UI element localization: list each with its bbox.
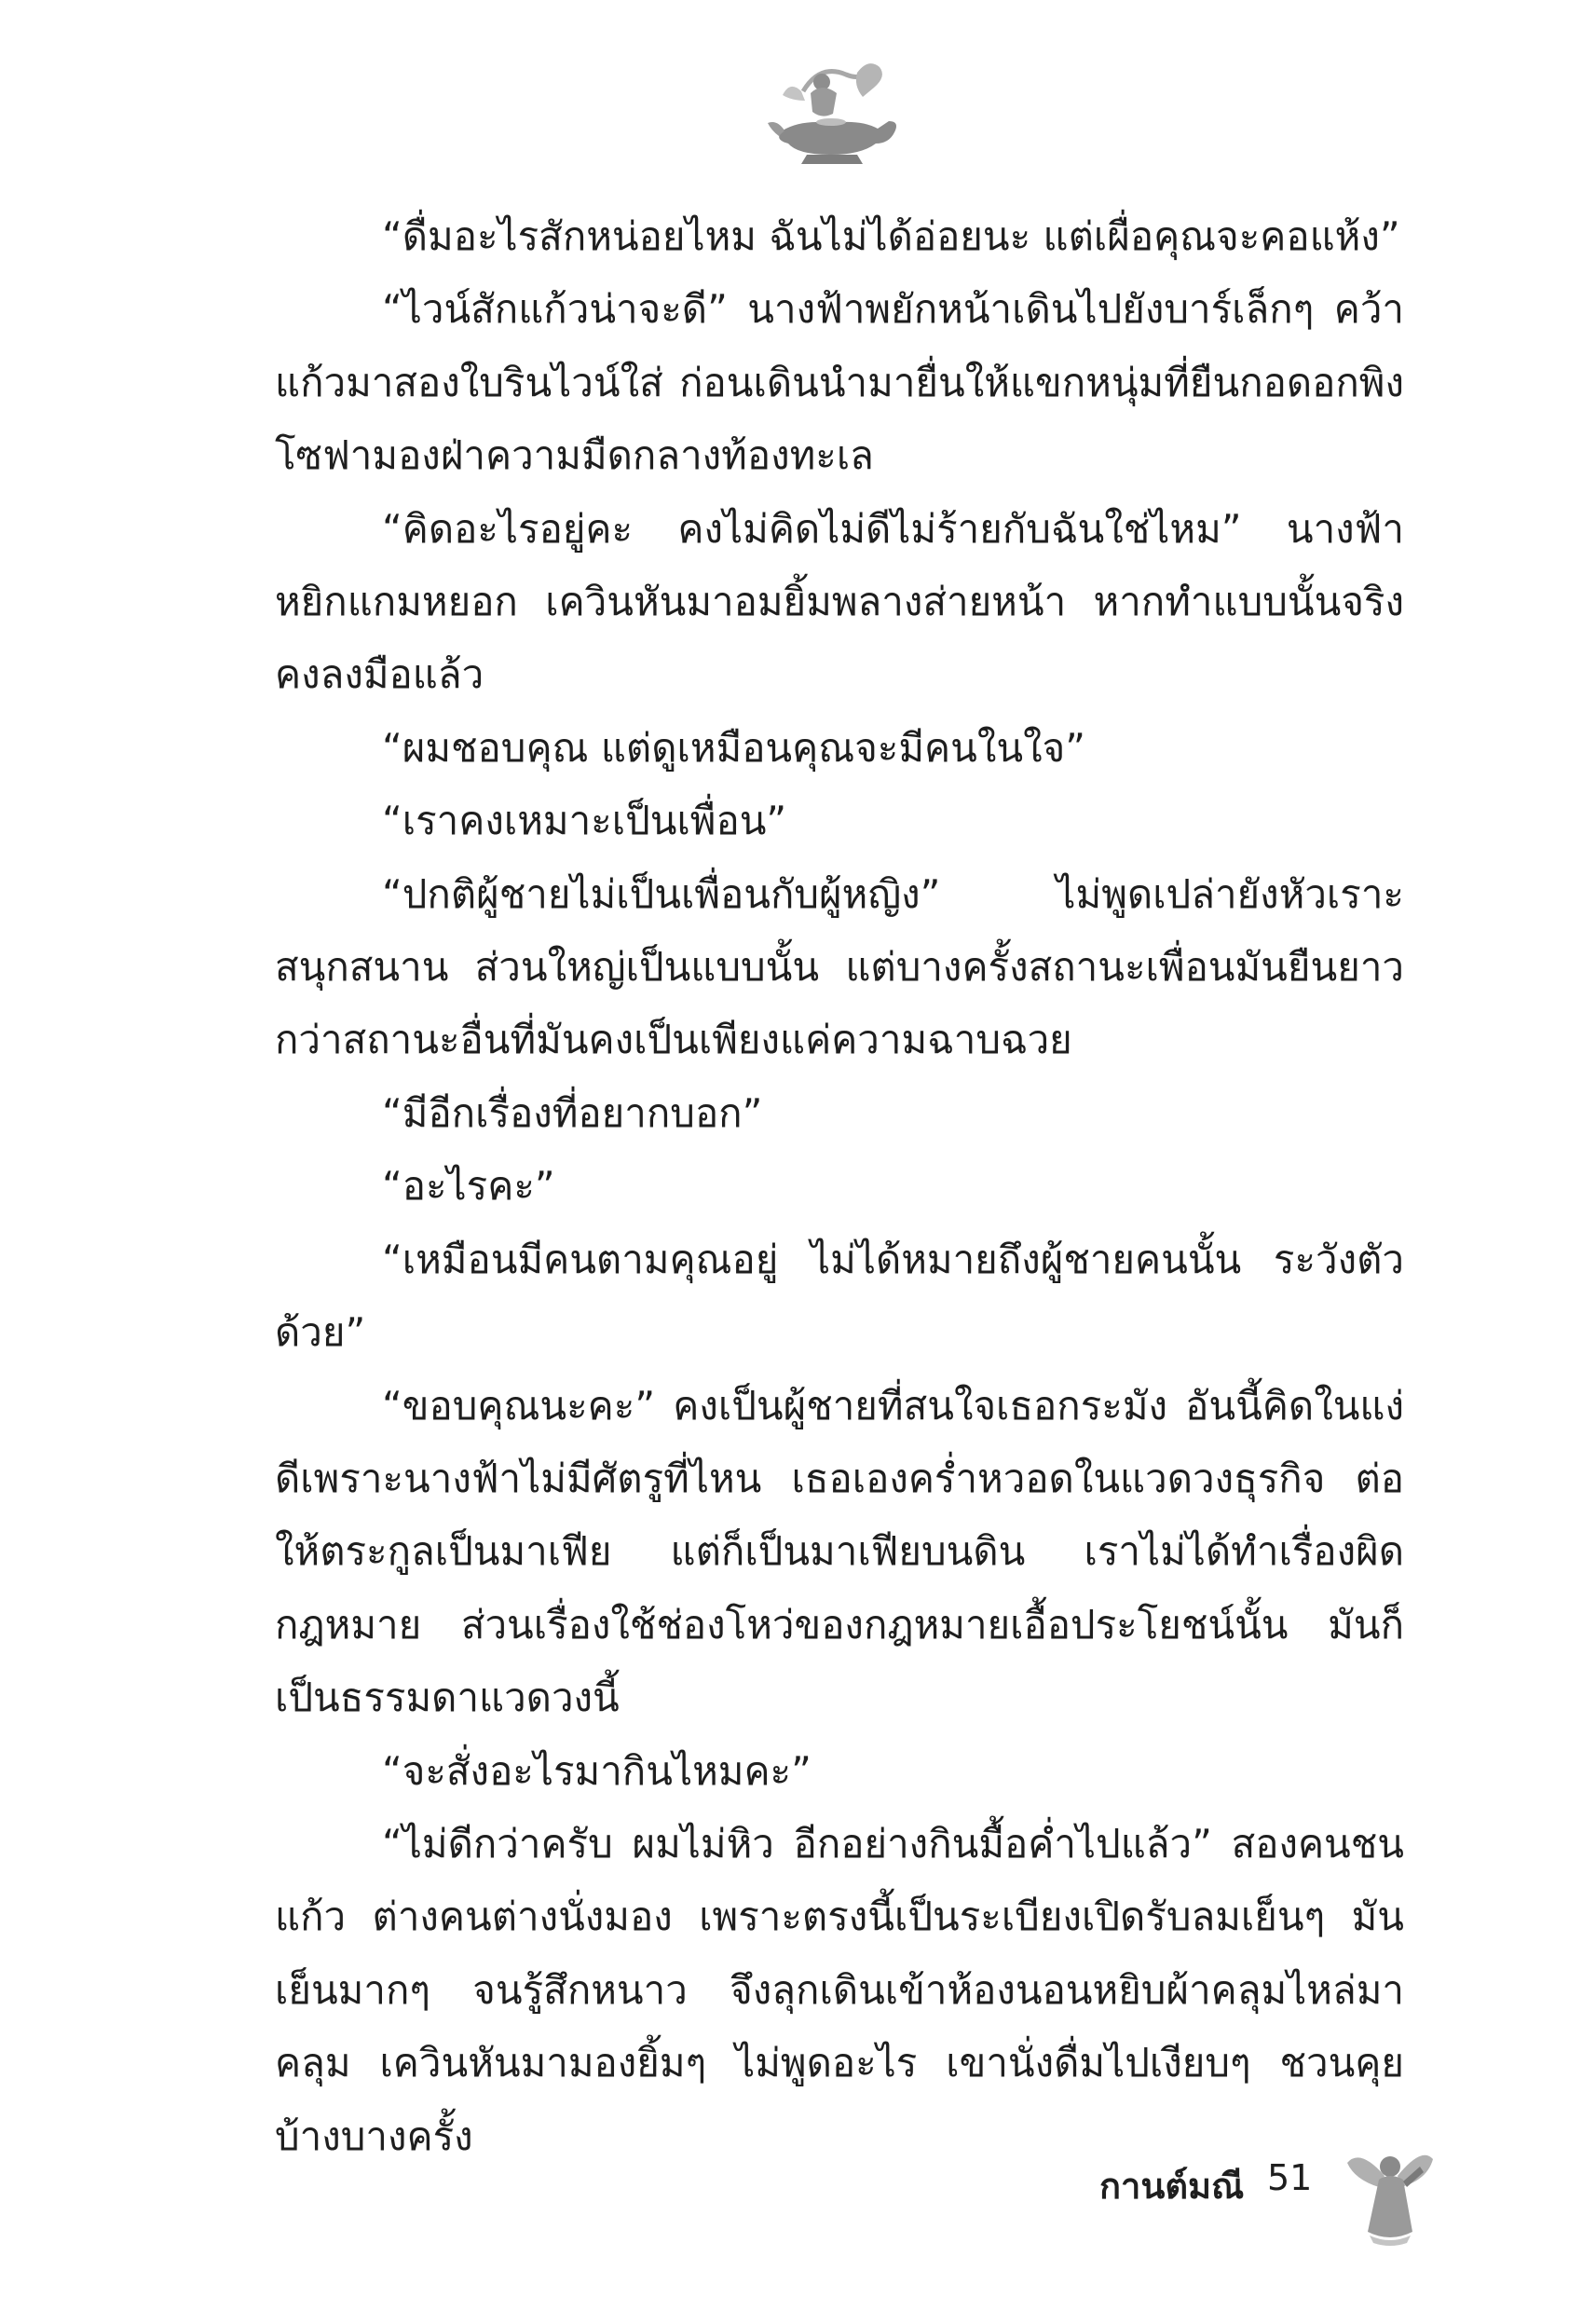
paragraph: “เราคงเหมาะเป็นเพื่อน” bbox=[382, 798, 787, 844]
paragraph: “ดื่มอะไรสักหน่อยไหม ฉันไม่ได้อ่อยนะ แต่เผื่อคุณจะคอแห้ง” bbox=[382, 213, 1400, 259]
paragraph: “จะสั่งอะไรมากินไหมคะ” bbox=[382, 1747, 812, 1794]
page-number: 51 bbox=[1267, 2157, 1313, 2198]
paragraph: “ขอบคุณนะคะ” คงเป็นผู้ชายที่สนใจเธอกระมัง อันนี้คิดในแง่ดีเพราะนางฟ้าไม่มีศัตรูที่ไหน เธอเองคร่ำหวอดในแวดวงธุรกิจ ต่อให้ตระกูลเป็นมาเฟีย แต่ก็เป็นมาเฟียบนดิน เราไม่ได้ทำเรื่องผิดกฎหมาย ส่วนเรื่องใช้ช่องโหว่ของกฎหมายเอื้อประโยชน์นั้น มันก็เป็นธรรมดาแวดวงนี้ bbox=[275, 1382, 1404, 1721]
paragraph: “ไม่ดีกว่าครับ ผมไม่หิว อีกอย่างกินมื้อค่ำไปแล้ว” สองคนชนแก้ว ต่างคนต่างนั่งมอง เพราะตรงนี้เป็นระเบียงเปิดรับลมเย็นๆ มันเย็นมากๆ จนรู้สึกหนาว จึงลุกเดินเข้าห้องนอนหยิบผ้าคลุมไหล่มาคลุม เควินหันมามองยิ้มๆ ไม่พูดอะไร เขานั่งดื่มไปเงียบๆ ชวนคุยบ้างบางครั้ง bbox=[275, 1820, 1404, 2159]
book-title: กานต์มณี bbox=[1099, 2166, 1245, 2207]
angel-icon bbox=[1342, 2139, 1435, 2246]
genie-lamp-cupid-icon bbox=[764, 54, 904, 171]
paragraph: “อะไรคะ” bbox=[382, 1163, 555, 1210]
paragraph: “เหมือนมีคนตามคุณอยู่ ไม่ได้หมายถึงผู้ชายคนนั้น ระวังตัวด้วย” bbox=[275, 1236, 1404, 1356]
paragraph: “คิดอะไรอยู่คะ คงไม่คิดไม่ดีไม่ร้ายกับฉันใช่ไหม” นางฟ้าหยิกแกมหยอก เควินหันมาอมยิ้มพลางส่ายหน้า หากทำแบบนั้นจริงคงลงมือแล้ว bbox=[275, 505, 1404, 698]
paragraph: “ปกติผู้ชายไม่เป็นเพื่อนกับผู้หญิง” ไม่พูดเปล่ายังหัวเราะสนุกสนาน ส่วนใหญ่เป็นแบบนั้น แต่บางครั้งสถานะเพื่อนมันยืนยาวกว่าสถานะอื่นที่มันคงเป็นเพียงแค่ความฉาบฉวย bbox=[275, 870, 1404, 1063]
paragraph: “มีอีกเรื่องที่อยากบอก” bbox=[382, 1089, 763, 1136]
body-text bbox=[275, 200, 1404, 2173]
paragraph: “ผมชอบคุณ แต่ดูเหมือนคุณจะมีคนในใจ” bbox=[382, 724, 1085, 771]
paragraph: “ไวน์สักแก้วน่าจะดี” นางฟ้าพยักหน้าเดินไปยังบาร์เล็กๆ คว้าแก้วมาสองใบรินไวน์ใส่ ก่อนเดินนำมายื่นให้แขกหนุ่มที่ยืนกอดอกพิงโซฟามองฝ่าความมืดกลางท้องทะเล bbox=[275, 286, 1404, 479]
